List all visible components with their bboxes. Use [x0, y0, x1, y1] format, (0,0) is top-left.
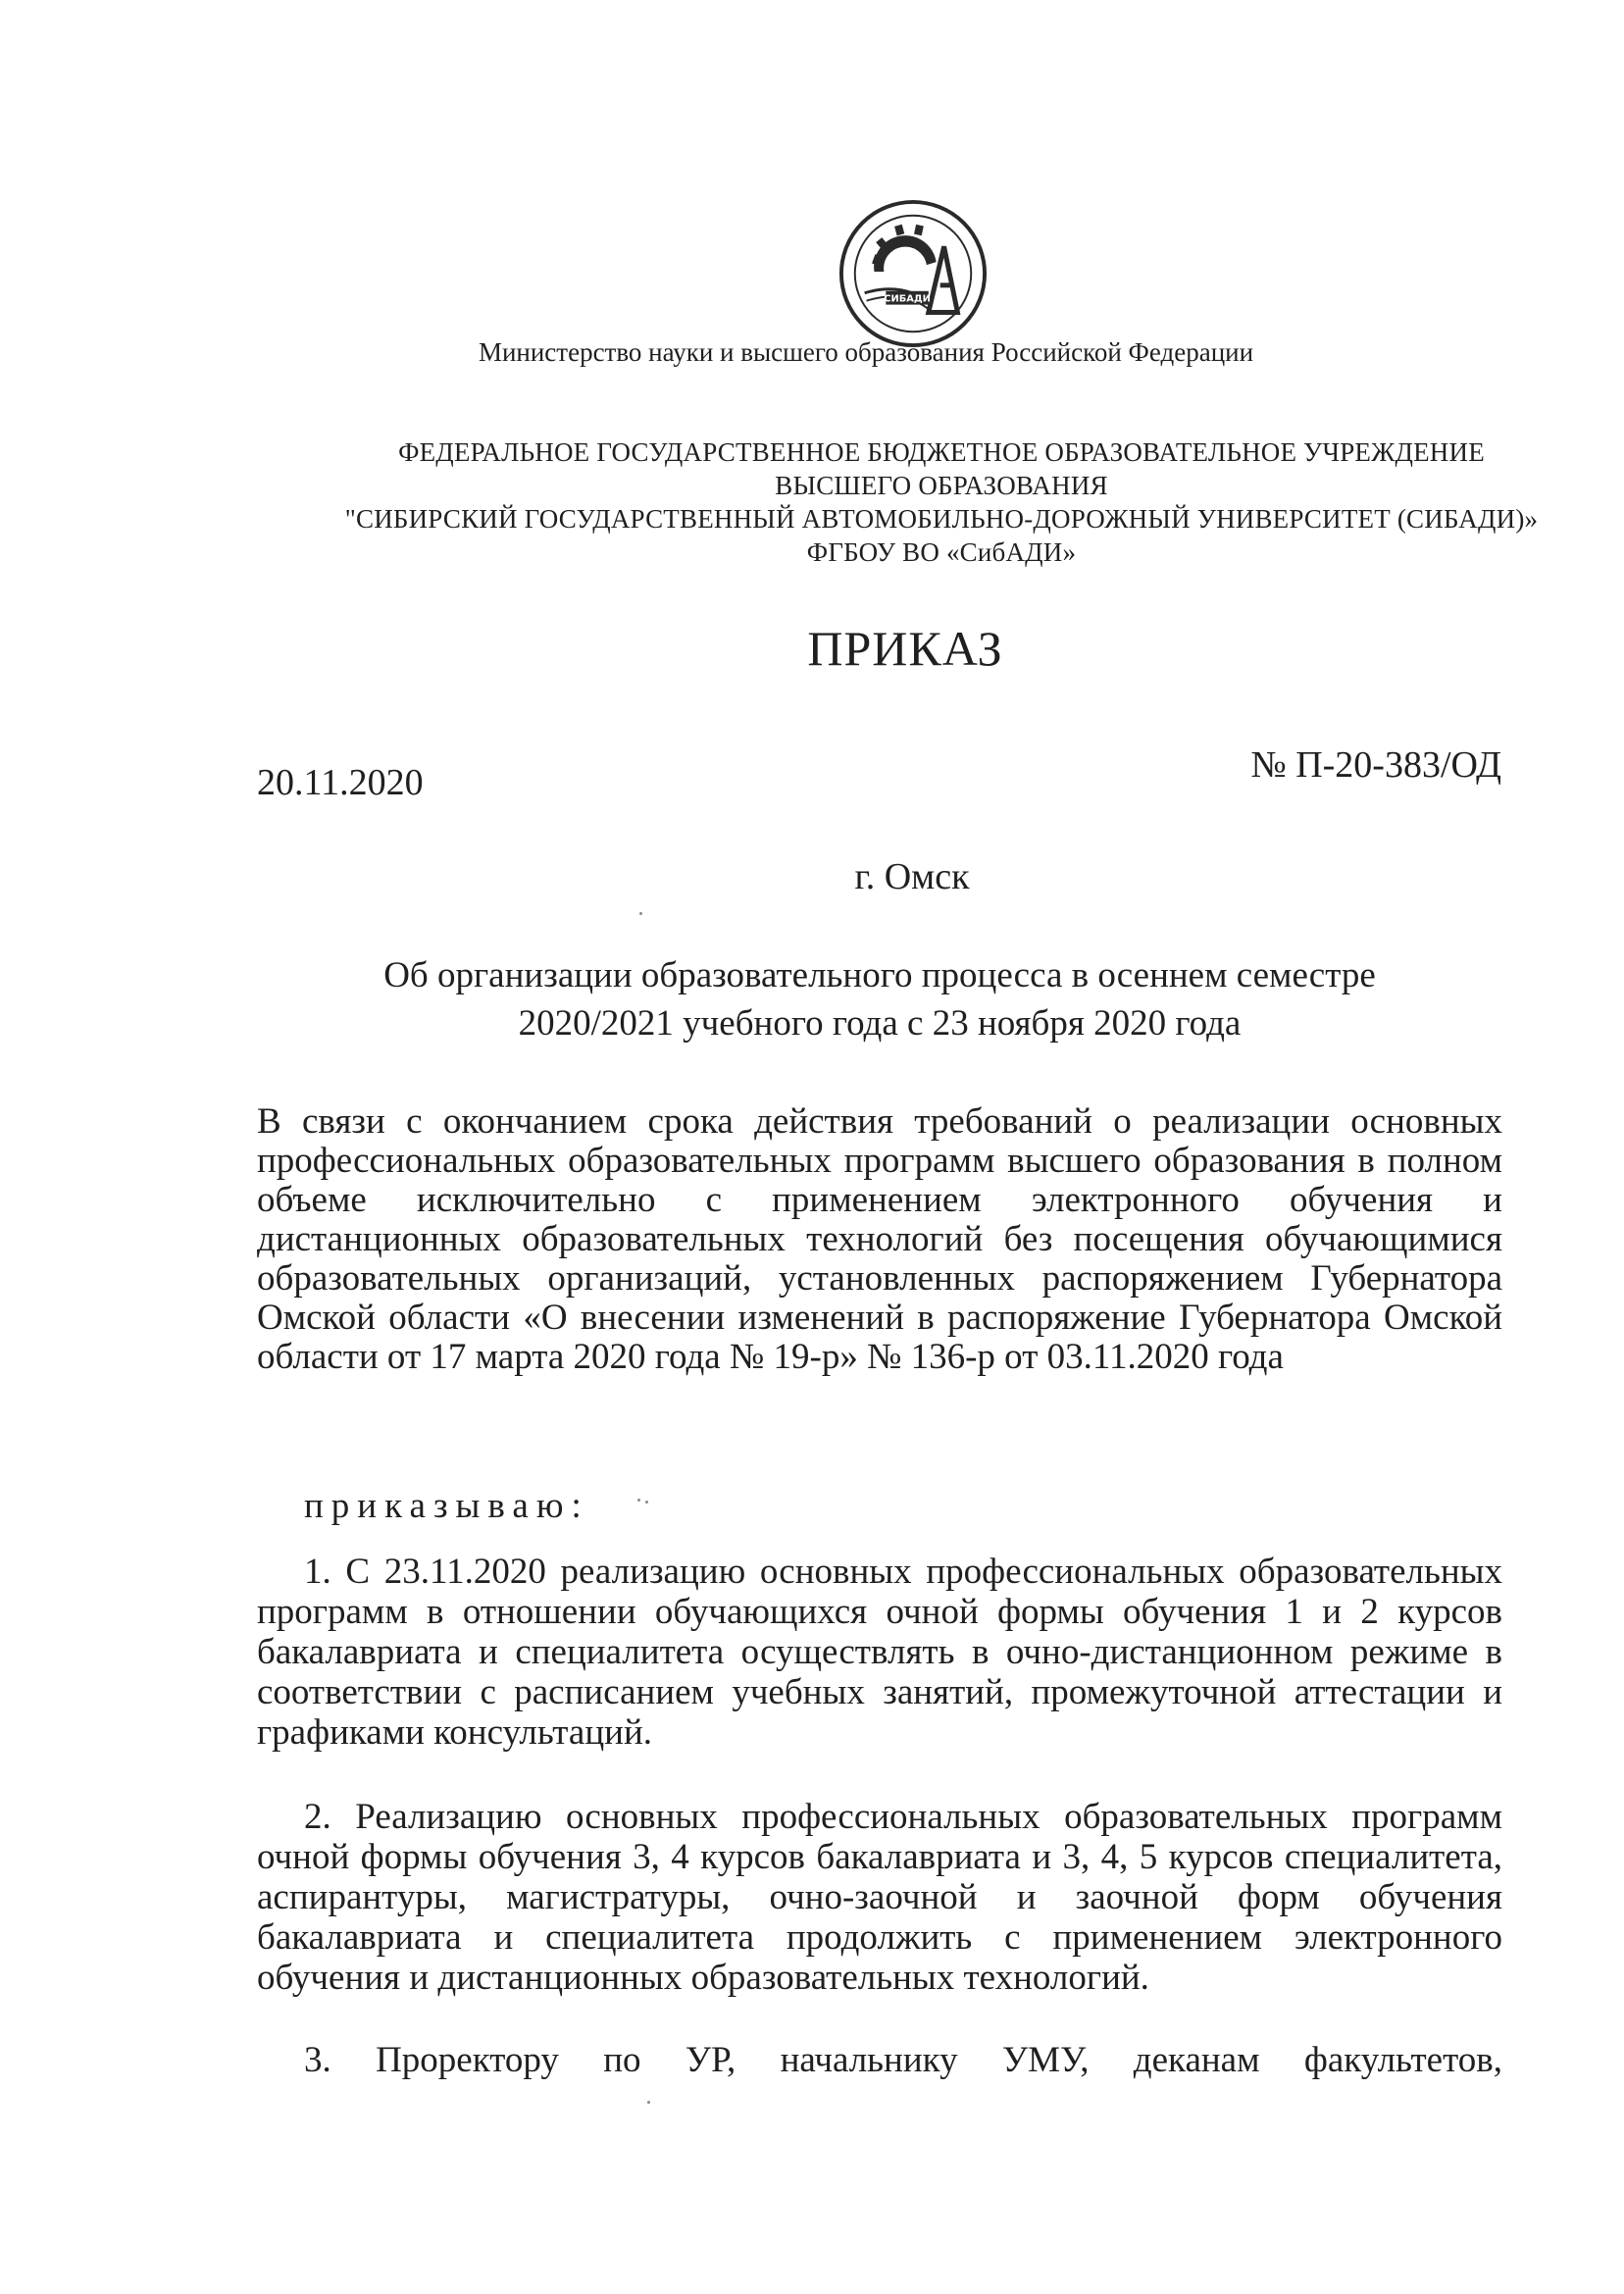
org-line-3: "СИБИРСКИЙ ГОСУДАРСТВЕННЫЙ АВТОМОБИЛЬНО-ДОРОЖНЫЙ УНИВЕРСИТЕТ (СИБАДИ)»	[344, 504, 1539, 534]
order-word: приказываю:	[304, 1486, 589, 1526]
order-item-1: 1. С 23.11.2020 реализацию основных профессиональных образовательных программ в отношении обучающихся очной формы обучения 1 и 2 курсов бакалавриата и специалитета осуществлять в очно-дистанционном режиме в соответствии с расписанием учебных занятий, промежуточной аттестации и графиками консультаций.	[257, 1552, 1502, 1753]
university-logo	[836, 196, 990, 351]
document-date: 20.11.2020	[257, 762, 424, 803]
org-line-4: ФГБОУ ВО «СибАДИ»	[806, 537, 1077, 567]
subject-line-1: Об организации образовательного процесса в осеннем семестре	[383, 955, 1376, 995]
organization-name	[324, 435, 1559, 569]
order-item-3: 3. Проректору по УР, начальнику УМУ, деканам факультетов,	[304, 2040, 1502, 2080]
order-item-2: 2. Реализацию основных профессиональных образовательных программ очной формы обучения 3, 4 курсов бакалавриата и 3, 4, 5 курсов специалитета, аспирантуры, магистратуры, очно-заочной и заочной форм обучения бакалавриата и специалитета продолжить с применением электронного обучения и дистанционных образовательных технологий.	[257, 1797, 1502, 1998]
document-subject	[257, 951, 1502, 1047]
org-line-2: ВЫСШЕГО ОБРАЗОВАНИЯ	[775, 471, 1108, 500]
scan-speck	[639, 912, 642, 915]
subject-line-2: 2020/2021 учебного года с 23 ноября 2020 года	[518, 1003, 1242, 1044]
scan-speck	[645, 1501, 648, 1504]
preamble-paragraph: В связи с окончанием срока действия требований о реализации основных профессиональных образовательных программ высшего образования в полном объеме исключительно с применением электронного обучения и дистанционных образовательных технологий без посещения обучающимися образовательных организаций, установленных распоряжением Губернатора Омской области «О внесении изменений в распоряжение Губернатора Омской области от 17 марта 2020 года № 19-р» № 136-р от 03.11.2020 года	[257, 1101, 1502, 1377]
sibadi-seal-icon	[836, 196, 990, 351]
ministry-line: Министерство науки и высшего образования Российской Федерации	[478, 337, 1254, 367]
scan-speck	[637, 1499, 640, 1502]
document-number: № П-20-383/ОД	[1250, 744, 1501, 786]
document-city: г. Омск	[854, 856, 970, 897]
scan-speck	[647, 2101, 650, 2104]
preamble-block	[257, 1102, 1502, 1377]
document-type-title: ПРИКАЗ	[807, 621, 1003, 676]
svg-text:СИБАДИ: СИБАДИ	[884, 293, 931, 305]
org-line-1: ФЕДЕРАЛЬНОЕ ГОСУДАРСТВЕННОЕ БЮДЖЕТНОЕ ОБРАЗОВАТЕЛЬНОЕ УЧРЕЖДЕНИЕ	[398, 437, 1485, 467]
